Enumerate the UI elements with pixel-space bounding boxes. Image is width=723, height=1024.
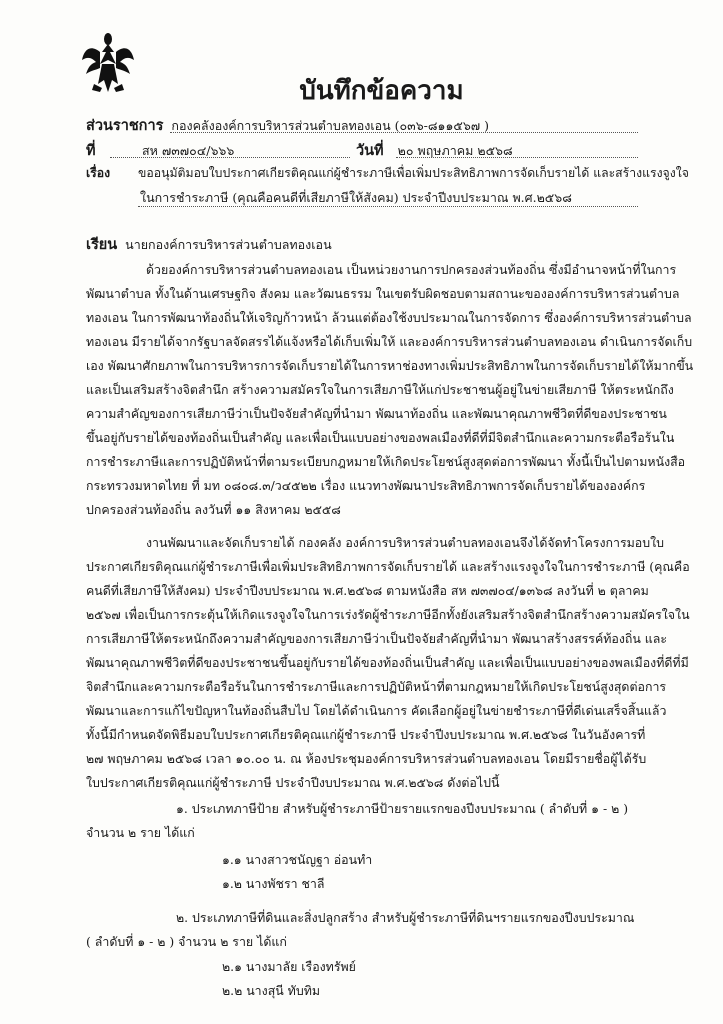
agency-label: ส่วนราชการ xyxy=(86,117,164,134)
ref-row xyxy=(86,139,234,162)
list-item: ๑.๒ นางพัชรา ชาลี xyxy=(222,876,325,891)
p1-line: พัฒนาตำบล ทั้งในด้านเศรษฐกิจ สังคม และวัฒนธรรม ในเขตรับผิดชอบตามสถานะขององค์การบริหารส่วนตำบล xyxy=(86,286,680,301)
p2-line: งานพัฒนาและจัดเก็บรายได้ กองคลัง องค์การบริหารส่วนตำบลทองเอนจึงได้จัดทำโครงการมอบใบ xyxy=(146,535,664,550)
agency-row xyxy=(86,114,489,137)
subject-label: เรื่อง xyxy=(86,165,111,180)
p2-line: ๒๕๖๗ เพื่อเป็นการกระตุ้นให้เกิดแรงจูงใจในการเร่งรัดผู้ชำระภาษีอีกทั้งยังเสริมสร้างจิตสำนึกสร้างความสมัครใจใน xyxy=(86,607,690,622)
list1-heading: ๑. ประเภทภาษีป้าย สำหรับผู้ชำระภาษีป้ายรายแรกของปีงบประมาณ ( ลำดับที่ ๑ - ๒ ) xyxy=(176,801,629,816)
ref-value: สห ๗๓๗๐๔/๖๖๖ xyxy=(142,143,235,158)
date-value: ๒๐ พฤษภาคม ๒๕๖๘ xyxy=(397,143,513,158)
p2-line: พัฒนาและการแก้ไขปัญหาในท้องถิ่นสืบไป โดยได้ดำเนินการ คัดเลือกผู้อยู่ในข่ายชำระภาษีที่ดีเด่นเสร็จสิ้นแล้ว xyxy=(86,703,667,718)
list1-count: จำนวน ๒ ราย ได้แก่ xyxy=(86,825,195,840)
p1-line: ทองเอน ในการพัฒนาท้องถิ่นให้เจริญก้าวหน้า ล้วนแต่ต้องใช้งบประมาณในการจัดการ ซึ่งองค์การบริหารส่วนตำบล xyxy=(86,310,692,325)
p1-line: ปกครองส่วนท้องถิ่น ลงวันที่ ๑๑ สิงหาคม ๒๕๕๘ xyxy=(86,502,341,517)
p1-line: กระทรวงมหาดไทย ที่ มท ๐๘๐๘.๓/ว๔๕๒๒ เรื่อง แนวทางพัฒนาประสิทธิภาพการจัดเก็บรายได้ขององค์กร xyxy=(86,478,646,493)
p2-line: พัฒนาคุณภาพชีวิตที่ดีของประชาชนขึ้นอยู่กับรายได้ของท้องถิ่นเป็นสำคัญ และเพื่อเป็นแบบอย่างของพลเมืองที่ดีที่มี xyxy=(86,655,689,670)
p2-line: จิตสำนึกและความกระตือรือร้นในการชำระภาษีและการปฏิบัติหน้าที่ตามกฎหมายให้เกิดประโยชน์สูงสุดต่อการ xyxy=(86,679,667,694)
to-row xyxy=(86,233,332,256)
list-item: ๑.๑ นางสาวชนัญฐา อ่อนทำ xyxy=(222,852,373,867)
p2-line: การเสียภาษีให้ตระหนักถึงความสำคัญของการเสียภาษีว่าเป็นปัจจัยสำคัญที่นำมา พัฒนาสร้างสรรค์ท้องถิ่น และ xyxy=(86,631,668,646)
p1-line: การชำระภาษีและการปฏิบัติหน้าที่ตามระเบียบกฎหมายให้เกิดประโยชน์สูงสุดต่อการพัฒนา ทั้งนี้เป็นไปตามหนังสือ xyxy=(86,454,686,469)
p2-line: ประกาศเกียรติคุณแก่ผู้ชำระภาษีเพื่อเพิ่มประสิทธิภาพการจัดเก็บรายได้ และสร้างแรงจูงใจในการชำระภาษี (คุณคือ xyxy=(86,559,690,574)
to-label: เรียน xyxy=(86,236,118,253)
p2-line: ๒๗ พฤษภาคม ๒๕๖๘ เวลา ๑๐.๐๐ น. ณ ห้องประชุมองค์การบริหารส่วนตำบลทองเอน โดยมีรายชื่อผู้ได้รับ xyxy=(86,751,647,766)
p1-line: เอง พัฒนาศักยภาพในการบริหารการจัดเก็บรายได้ในการหาช่องทางเพิ่มประสิทธิภาพในการจัดเก็บรายได้ให้มากขึ้น xyxy=(86,358,694,373)
memo-title: บันทึกข้อความ xyxy=(299,76,464,106)
subject-dotted-line xyxy=(138,206,638,207)
p2-line: ใบประกาศเกียรติคุณแก่ผู้ชำระภาษี ประจำปีงบประมาณ พ.ศ.๒๕๖๘ ดังต่อไปนี้ xyxy=(86,775,500,790)
ref-dotted-line xyxy=(110,157,350,158)
ref-label: ที่ xyxy=(86,142,96,159)
p1-line: ด้วยองค์การบริหารส่วนตำบลทองเอน เป็นหน่วยงานการปกครองส่วนท้องถิ่น ซึ่งมีอำนาจหน้าที่ในการ xyxy=(146,262,677,277)
agency-value: กองคลังองค์การบริหารส่วนตำบลทองเอน (๐๓๖-๘๑๑๕๖๗ ) xyxy=(171,118,490,133)
date-row xyxy=(356,139,513,162)
p2-line: คนดีที่เสียภาษีให้สังคม) ประจำปีงบประมาณ พ.ศ.๒๕๖๘ ตามหนังสือ สห ๗๓๗๐๔/๑๓๖๘ ลงวันที่ ๒ ตุลาคม xyxy=(86,583,649,598)
list2-heading: ๒. ประเภทภาษีที่ดินและสิ่งปลูกสร้าง สำหรับผู้ชำระภาษีที่ดินฯรายแรกของปีงบประมาณ xyxy=(176,910,635,925)
subject-row xyxy=(86,164,689,183)
p2-line: ทั้งนี้มีกำหนดจัดพิธีมอบใบประกาศเกียรติคุณแก่ผู้ชำระภาษี ประจำปีงบประมาณ พ.ศ.๒๕๖๘ ในวันอังคารที่ xyxy=(86,727,646,742)
date-dotted-line xyxy=(396,157,638,158)
list2-count: ( ลำดับที่ ๑ - ๒ ) จำนวน ๒ ราย ได้แก่ xyxy=(86,934,287,949)
subject-line-1: ขออนุมัติมอบใบประกาศเกียรติคุณแก่ผู้ชำระภาษีเพื่อเพิ่มประสิทธิภาพการจัดเก็บรายได้ และสร้างแรงจูงใจ xyxy=(138,166,689,180)
list-item: ๒.๑ นางมาลัย เรืองทรัพย์ xyxy=(222,959,356,974)
date-label: วันที่ xyxy=(356,142,384,159)
p1-line: และเป็นเสริมสร้างจิตสำนึก สร้างความสมัครใจในการเสียภาษีให้แก่ประชาชนผู้อยู่ในข่ายเสียภาษี ให้ตระหนักถึง xyxy=(86,382,674,397)
subject-line-2: ในการชำระภาษี (คุณคือคนดีที่เสียภาษีให้สังคม) ประจำปีงบประมาณ พ.ศ.๒๕๖๘ xyxy=(140,190,572,205)
p1-line: ความสำคัญของการเสียภาษีว่าเป็นปัจจัยสำคัญที่นำมา พัฒนาท้องถิ่น และพัฒนาคุณภาพชีวิตที่ดีของประชาชน xyxy=(86,406,667,421)
p1-line: ทองเอน มีรายได้จากรัฐบาลจัดสรรได้แจ้งหรือได้เก็บเพิ่มให้ และองค์การบริหารส่วนตำบลทองเอน ดำเนินการจัดเก็บ xyxy=(86,334,693,349)
to-value: นายกองค์การบริหารส่วนตำบลทองเอน xyxy=(125,237,332,252)
list-item: ๒.๒ นางสุนี ทับทิม xyxy=(222,983,321,998)
agency-dotted-line xyxy=(170,132,638,133)
p1-line: ขึ้นอยู่กับรายได้ของท้องถิ่นเป็นสำคัญ และเพื่อเป็นแบบอย่างของพลเมืองที่ดีที่มีจิตสำนึกและความกระตือรือร้นใน xyxy=(86,430,675,445)
